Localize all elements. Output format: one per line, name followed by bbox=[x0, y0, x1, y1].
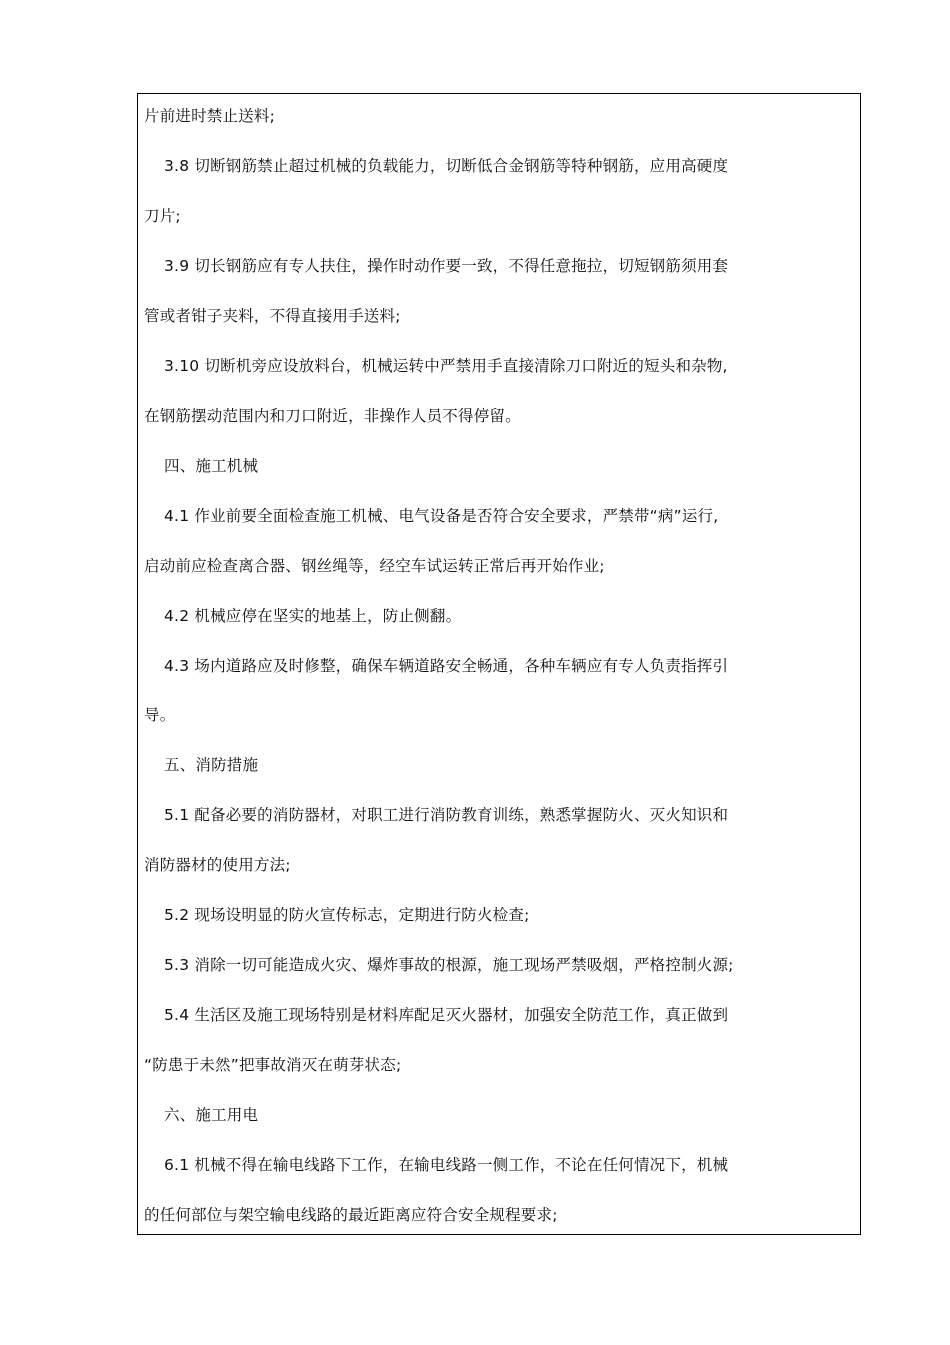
text-line: 刀片; bbox=[144, 206, 181, 225]
text-line: 5.2 现场设明显的防火宣传标志，定期进行防火检查; bbox=[164, 906, 530, 925]
text-line: 管或者钳子夹料，不得直接用手送料; bbox=[144, 306, 401, 325]
text-line: 四、施工机械 bbox=[164, 456, 259, 475]
text-line: 4.1 作业前要全面检查施工机械、电气设备是否符合安全要求，严禁带“病”运行, bbox=[164, 506, 719, 525]
text-line: 5.1 配备必要的消防器材，对职工进行消防教育训练，熟悉掌握防火、灭火知识和 bbox=[164, 806, 729, 825]
text-line: 5.4 生活区及施工现场特别是材料库配足灭火器材，加强安全防范工作，真正做到 bbox=[164, 1006, 729, 1025]
text-line: 六、施工用电 bbox=[164, 1106, 259, 1124]
text-line: 导。 bbox=[144, 706, 176, 725]
text-line: 消防器材的使用方法; bbox=[144, 856, 291, 875]
text-line: 启动前应检查离合器、钢丝绳等，经空车试运转正常后再开始作业; bbox=[144, 556, 605, 575]
text-line: 4.3 场内道路应及时修整，确保车辆道路安全畅通，各种车辆应有专人负责指挥引 bbox=[164, 656, 729, 675]
text-line: 片前进时禁止送料; bbox=[144, 107, 276, 125]
text-line: 5.3 消除一切可能造成火灾、爆炸事故的根源，施工现场严禁吸烟，严格控制火源; bbox=[164, 956, 734, 975]
text-line: 五、消防措施 bbox=[164, 756, 259, 775]
text-line: 3.8 切断钢筋禁止超过机械的负载能力，切断低合金钢筋等特种钢筋，应用高硬度 bbox=[164, 156, 729, 175]
text-line: 的任何部位与架空输电线路的最近距离应符合安全规程要求; bbox=[144, 1205, 558, 1224]
text-line: 在钢筋摆动范围内和刀口附近，非操作人员不得停留。 bbox=[144, 406, 521, 425]
text-line: 3.10 切断机旁应设放料台，机械运转中严禁用手直接清除刀口附近的短头和杂物, bbox=[164, 356, 728, 375]
text-line: 3.9 切长钢筋应有专人扶住，操作时动作要一致，不得任意拖拉，切短钢筋须用套 bbox=[164, 256, 729, 275]
text-line: 4.2 机械应停在坚实的地基上，防止侧翻。 bbox=[164, 606, 462, 625]
text-line: 6.1 机械不得在输电线路下工作，在输电线路一侧工作，不论在任何情况下，机械 bbox=[164, 1156, 729, 1174]
text-line: “防患于未然”把事故消灭在萌芽状态; bbox=[144, 1056, 402, 1075]
